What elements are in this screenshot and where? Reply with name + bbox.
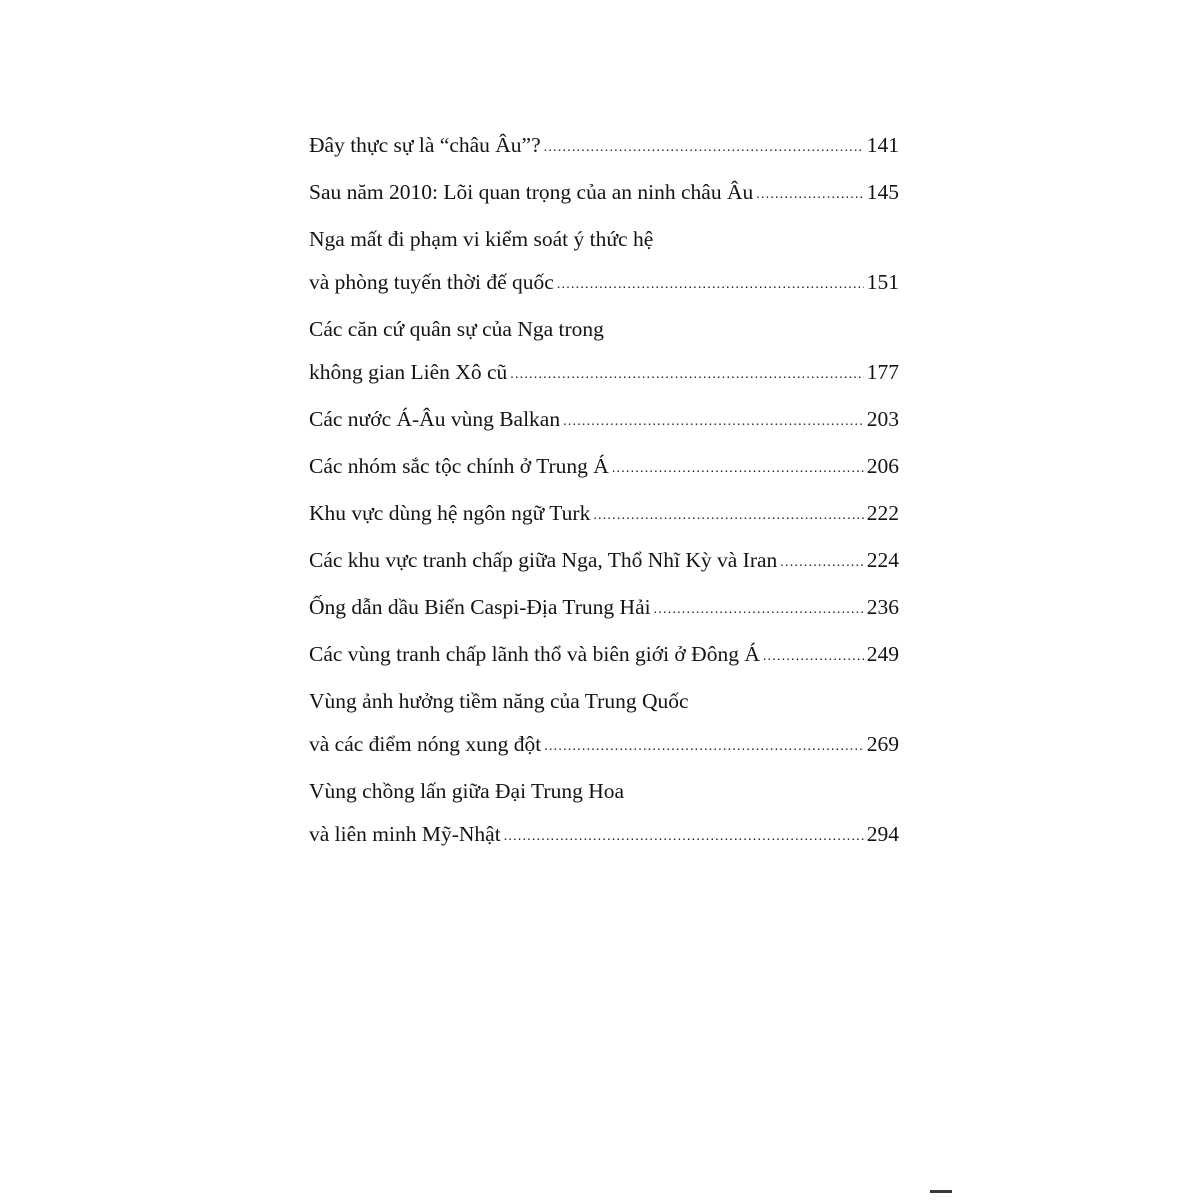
table-of-contents	[309, 126, 899, 862]
toc-page-number: 294	[866, 822, 899, 846]
toc-line	[309, 815, 899, 854]
toc-entry-title-line1: Nga mất đi phạm vi kiểm soát ý thức hệ	[309, 227, 654, 251]
toc-entry-title-line1: Vùng chồng lấn giữa Đại Trung Hoa	[309, 779, 625, 803]
toc-entry-title: Đây thực sự là “châu Âu”?	[309, 133, 541, 157]
toc-page-number: 141	[866, 133, 899, 157]
toc-line	[309, 173, 899, 212]
toc-entry	[309, 541, 899, 580]
toc-entry-title: Ống dẫn dầu Biển Caspi-Địa Trung Hải	[309, 595, 651, 619]
toc-line	[309, 263, 899, 302]
toc-page-number: 269	[866, 732, 899, 756]
toc-line	[309, 400, 899, 439]
dot-leader	[593, 509, 863, 523]
toc-entry-title: Các nước Á-Âu vùng Balkan	[309, 407, 561, 431]
dot-leader	[510, 368, 864, 382]
toc-entry-title: Các vùng tranh chấp lãnh thổ và biên giới ở Đông Á	[309, 642, 760, 666]
dot-leader	[612, 462, 864, 476]
toc-page-number: 236	[866, 595, 899, 619]
dot-leader	[763, 650, 864, 664]
toc-entry	[309, 173, 899, 212]
toc-line	[309, 126, 899, 165]
toc-line	[309, 353, 899, 392]
toc-entry	[309, 447, 899, 486]
toc-line	[309, 494, 899, 533]
toc-entry	[309, 310, 899, 392]
page-edge-mark	[930, 1190, 952, 1193]
toc-entry-title-line2: không gian Liên Xô cũ	[309, 360, 508, 384]
toc-page-number: 222	[866, 501, 899, 525]
toc-entry-title-line2: và liên minh Mỹ-Nhật	[309, 822, 501, 846]
toc-page-number: 224	[866, 548, 899, 572]
toc-page-number: 249	[866, 642, 899, 666]
toc-page-number: 151	[866, 270, 899, 294]
toc-entry-title-line1: Các căn cứ quân sự của Nga trong	[309, 317, 604, 341]
toc-line	[309, 588, 899, 627]
toc-entry-title: Các khu vực tranh chấp giữa Nga, Thổ Nhĩ Kỳ và Iran	[309, 548, 778, 572]
toc-entry-title: Khu vực dùng hệ ngôn ngữ Turk	[309, 501, 591, 525]
dot-leader	[780, 556, 863, 570]
toc-entry	[309, 126, 899, 165]
toc-entry	[309, 682, 899, 764]
toc-line	[309, 635, 899, 674]
toc-entry	[309, 772, 899, 854]
dot-leader	[654, 603, 864, 617]
dot-leader	[563, 415, 864, 429]
toc-entry-title-line1: Vùng ảnh hưởng tiềm năng của Trung Quốc	[309, 689, 689, 713]
dot-leader	[504, 830, 864, 844]
toc-entry	[309, 494, 899, 533]
toc-entry	[309, 400, 899, 439]
dot-leader	[756, 188, 864, 202]
dot-leader	[557, 278, 864, 292]
toc-entry-title-line2: và các điểm nóng xung đột	[309, 732, 542, 756]
toc-page-number: 203	[866, 407, 899, 431]
toc-entry	[309, 635, 899, 674]
dot-leader	[544, 740, 863, 754]
toc-entry-title: Các nhóm sắc tộc chính ở Trung Á	[309, 454, 609, 478]
toc-line	[309, 725, 899, 764]
dot-leader	[544, 141, 864, 155]
toc-page-number: 206	[866, 454, 899, 478]
toc-entry-title-line2: và phòng tuyến thời đế quốc	[309, 270, 554, 294]
toc-line	[309, 541, 899, 580]
toc-line	[309, 447, 899, 486]
toc-entry	[309, 220, 899, 302]
toc-entry-title: Sau năm 2010: Lõi quan trọng của an ninh châu Âu	[309, 180, 754, 204]
toc-page-number: 145	[866, 180, 899, 204]
toc-page-number: 177	[866, 360, 899, 384]
toc-entry	[309, 588, 899, 627]
